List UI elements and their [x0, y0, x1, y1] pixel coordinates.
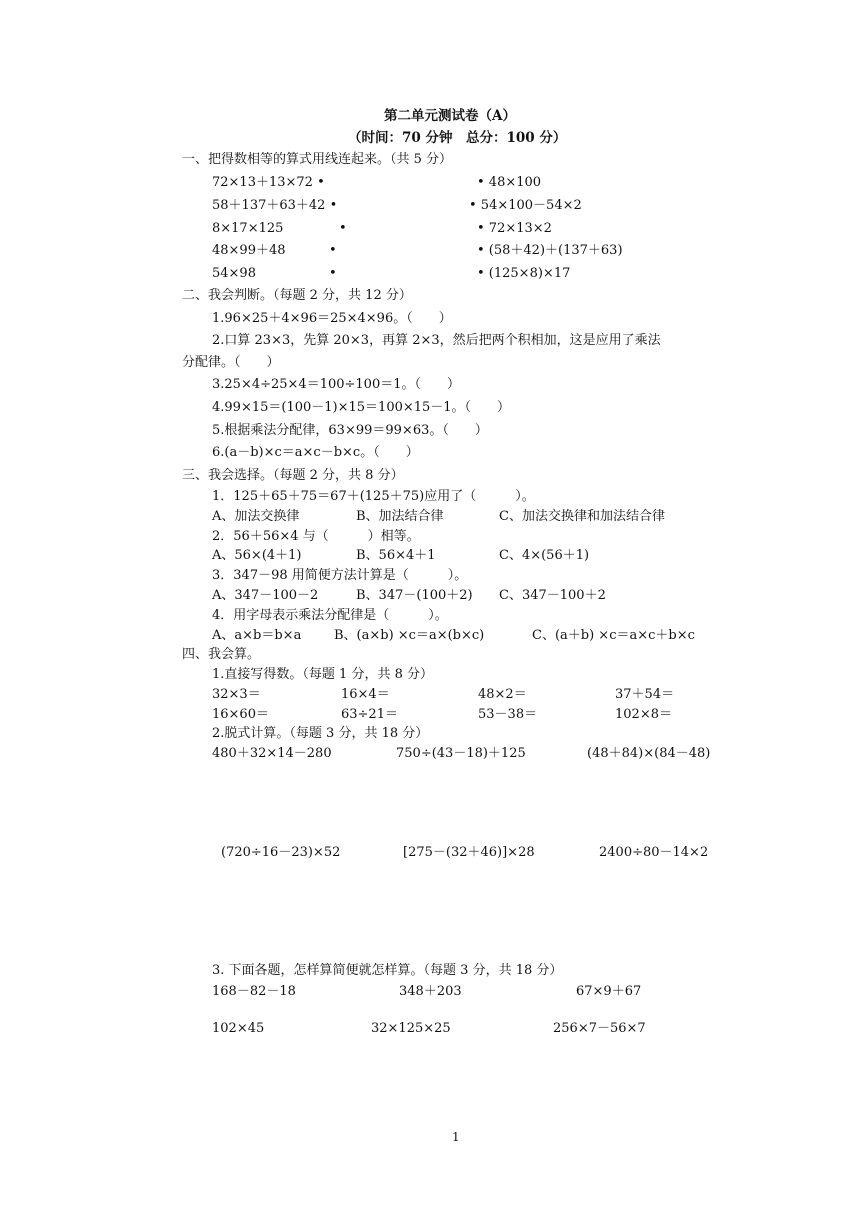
calc-3: (48＋84)×(84－48) — [587, 746, 711, 761]
choice-q2-b: B、56×4＋1 — [356, 548, 436, 563]
oral-3: 48×2＝ — [478, 687, 527, 702]
oral-1: 32×3＝ — [212, 687, 261, 702]
choice-q1-c: C、加法交换律和加法结合律 — [499, 509, 665, 524]
judge-q4: 4.99×15＝(100－1)×15＝100×15－1。（ ） — [212, 400, 511, 415]
part-1-heading: 1.直接写得数。（每题 1 分，共 8 分） — [212, 667, 433, 682]
oral-6: 63÷21＝ — [341, 707, 398, 722]
judge-q2-line1: 2.口算 23×3，先算 20×3，再算 2×3，然后把两个积相加，这是应用了乘法 — [212, 333, 661, 348]
match-right-5: • (125×8)×17 — [477, 266, 571, 281]
choice-q3: 3．347－98 用简便方法计算是（ ）。 — [212, 568, 468, 583]
simplify-3: 67×9＋67 — [576, 984, 642, 999]
calc-2: 750÷(43－18)＋125 — [396, 746, 526, 761]
match-left-3: 8×17×125 — [212, 221, 284, 236]
choice-q1-a: A、加法交换律 — [212, 509, 300, 524]
match-left-4: 48×99＋48 — [212, 243, 286, 258]
match-right-4: • (58＋42)＋(137＋63) — [477, 243, 623, 258]
choice-q4: 4．用字母表示乘法分配律是（ ）。 — [212, 608, 448, 623]
judge-q6: 6.(a－b)×c＝a×c－b×c。（ ） — [212, 445, 419, 460]
match-left-1: 72×13＋13×72 • — [212, 175, 325, 190]
calc-5: [275－(32＋46)]×28 — [403, 845, 535, 860]
choice-q2: 2．56＋56×4 与（ ）相等。 — [212, 529, 420, 544]
match-left-dot-4: • — [329, 243, 337, 258]
calc-6: 2400÷80－14×2 — [599, 845, 709, 860]
match-right-2: • 54×100－54×2 — [469, 198, 582, 213]
judge-q2-line2: 分配律。（ ） — [182, 355, 280, 370]
match-right-1: • 48×100 — [477, 175, 542, 190]
choice-q4-c: C、(a＋b) ×c＝a×c＋b×c — [532, 628, 695, 643]
oral-5: 16×60＝ — [212, 707, 269, 722]
section-3-heading: 三、我会选择。（每题 2 分，共 8 分） — [182, 468, 404, 483]
choice-q1: 1．125＋65＋75＝67＋(125＋75)应用了（ ）。 — [212, 489, 535, 504]
part-3-heading: 3. 下面各题，怎样算简便就怎样算。（每题 3 分，共 18 分） — [212, 963, 563, 978]
judge-q3: 3.25×4÷25×4＝100÷100＝1。（ ） — [212, 377, 460, 392]
choice-q1-b: B、加法结合律 — [356, 509, 444, 524]
oral-8: 102×8＝ — [615, 707, 672, 722]
section-2-heading: 二、我会判断。（每题 2 分，共 12 分） — [182, 288, 412, 303]
choice-q4-b: B、(a×b) ×c＝a×(b×c) — [334, 628, 485, 643]
simplify-5: 32×125×25 — [371, 1021, 451, 1036]
choice-q4-a: A、a×b＝b×a — [212, 628, 302, 643]
section-4-heading: 四、我会算。 — [182, 647, 261, 662]
judge-q1: 1.96×25＋4×96＝25×4×96。（ ） — [212, 311, 452, 326]
choice-q3-a: A、347－100－2 — [212, 588, 319, 603]
choice-q2-a: A、56×(4＋1) — [212, 548, 302, 563]
page-subtitle: （时间：70 分钟 总分：100 分） — [348, 130, 567, 146]
match-left-2: 58＋137＋63＋42 • — [212, 198, 338, 213]
match-left-dot-5: • — [329, 266, 337, 281]
part-2-heading: 2.脱式计算。（每题 3 分，共 18 分） — [212, 726, 429, 741]
oral-2: 16×4＝ — [341, 687, 390, 702]
choice-q3-c: C、347－100＋2 — [499, 588, 606, 603]
simplify-6: 256×7－56×7 — [553, 1021, 646, 1036]
page-number: 1 — [452, 1130, 460, 1144]
match-left-dot-3: • — [339, 221, 347, 236]
simplify-4: 102×45 — [212, 1021, 265, 1036]
match-left-5: 54×98 — [212, 266, 256, 281]
choice-q3-b: B、347－(100＋2) — [356, 588, 473, 603]
oral-4: 37＋54＝ — [615, 687, 675, 702]
page-title: 第二单元测试卷（A） — [384, 108, 516, 124]
calc-4: (720÷16－23)×52 — [221, 845, 341, 860]
simplify-2: 348＋203 — [399, 984, 462, 999]
match-right-3: • 72×13×2 — [477, 221, 552, 236]
choice-q2-c: C、4×(56＋1) — [499, 548, 590, 563]
calc-1: 480＋32×14－280 — [212, 746, 332, 761]
section-1-heading: 一、把得数相等的算式用线连起来。（共 5 分） — [182, 152, 453, 167]
simplify-1: 168－82－18 — [212, 984, 296, 999]
judge-q5: 5.根据乘法分配律，63×99＝99×63。（ ） — [212, 423, 488, 438]
oral-7: 53－38＝ — [478, 707, 538, 722]
